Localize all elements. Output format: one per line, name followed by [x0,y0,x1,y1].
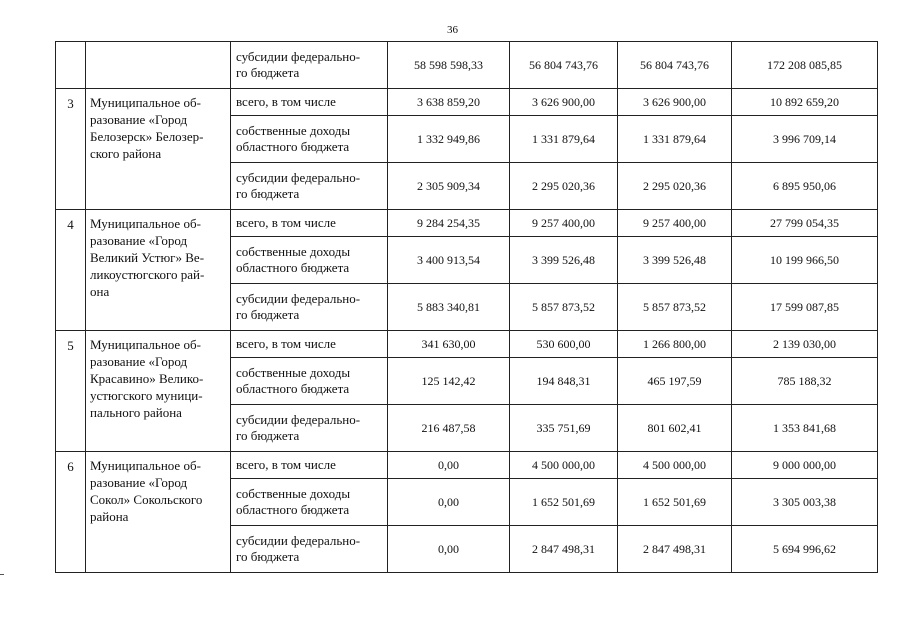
value-cell: 1 353 841,68 [732,405,878,452]
municipality-name-line: района [90,509,129,524]
funding-type-line: субсидии федерально- [236,412,361,427]
municipality-name [86,452,231,573]
funding-type [231,237,388,284]
value-cell: 125 142,42 [388,358,510,405]
municipality-name [86,331,231,452]
table-row [56,452,878,479]
value-cell: 2 139 030,00 [732,331,878,358]
funding-type [231,116,388,163]
value-cell: 9 000 000,00 [732,452,878,479]
value-cell: 2 295 020,36 [510,163,618,210]
value-cell: 4 500 000,00 [618,452,732,479]
value-cell: 1 652 501,69 [510,479,618,526]
value-cell: 56 804 743,76 [510,42,618,89]
funding-type-line: областного бюджета [236,381,350,396]
funding-type-line: собственные доходы [236,486,351,501]
municipality-name-line: разование «Город [90,233,188,248]
table-row [56,331,878,358]
funding-type-line: областного бюджета [236,260,350,275]
municipality-name-line: Великий Устюг» Ве- [90,250,205,265]
funding-type [231,163,388,210]
municipality-name-line: Белозерск» Белозер- [90,129,204,144]
value-cell: 3 399 526,48 [618,237,732,284]
funding-type [231,210,388,237]
funding-type-line: го бюджета [236,307,300,322]
municipality-name-line: ликоустюгского рай- [90,267,205,282]
type-line: субсидии федерально- [236,49,361,64]
value-cell: 1 266 800,00 [618,331,732,358]
municipality-name-line: Муниципальное об- [90,216,201,231]
value-cell: 5 857 873,52 [618,284,732,331]
value-cell: 2 305 909,34 [388,163,510,210]
value-cell: 56 804 743,76 [618,42,732,89]
value-cell: 10 199 966,50 [732,237,878,284]
value-cell: 3 400 913,54 [388,237,510,284]
num-cell [56,42,86,89]
funding-type [231,526,388,573]
funding-type-line: го бюджета [236,428,300,443]
value-cell: 10 892 659,20 [732,89,878,116]
value-cell: 3 626 900,00 [510,89,618,116]
value-cell: 801 602,41 [618,405,732,452]
value-cell: 465 197,59 [618,358,732,405]
table-body [56,42,878,573]
funding-type-line: го бюджета [236,549,300,564]
funding-type-line: всего, в том числе [236,336,336,351]
funding-type [231,479,388,526]
value-cell: 530 600,00 [510,331,618,358]
value-cell: 1 331 879,64 [510,116,618,163]
value-cell: 1 652 501,69 [618,479,732,526]
type-line: го бюджета [236,65,300,80]
row-number: 6 [56,452,86,573]
value-cell: 216 487,58 [388,405,510,452]
value-cell: 6 895 950,06 [732,163,878,210]
municipality-name-line: Муниципальное об- [90,337,201,352]
value-cell: 785 188,32 [732,358,878,405]
row-number: 4 [56,210,86,331]
funding-type [231,284,388,331]
municipality-name-line: разование «Город [90,475,188,490]
value-cell: 0,00 [388,452,510,479]
municipality-name-line: она [90,284,110,299]
value-cell: 0,00 [388,479,510,526]
value-cell: 9 257 400,00 [618,210,732,237]
funding-type [231,89,388,116]
value-cell: 3 626 900,00 [618,89,732,116]
funding-type-line: всего, в том числе [236,457,336,472]
municipality-name-line: Муниципальное об- [90,95,201,110]
funding-type-line: собственные доходы [236,244,351,259]
municipality-name-line: пального района [90,405,182,420]
margin-mark [0,574,4,575]
name-cell [86,42,231,89]
funding-type [231,331,388,358]
table-row [56,210,878,237]
value-cell: 3 638 859,20 [388,89,510,116]
funding-type [231,405,388,452]
value-cell: 5 857 873,52 [510,284,618,331]
funding-type-line: всего, в том числе [236,215,336,230]
value-cell: 9 257 400,00 [510,210,618,237]
funding-type-line: всего, в том числе [236,94,336,109]
value-cell: 0,00 [388,526,510,573]
funding-type [231,358,388,405]
value-cell: 5 694 996,62 [732,526,878,573]
funding-type-line: собственные доходы [236,123,351,138]
funding-type-line: собственные доходы [236,365,351,380]
funding-type-line: областного бюджета [236,502,350,517]
funding-type-line: субсидии федерально- [236,291,361,306]
table-row [56,42,878,89]
value-cell: 3 399 526,48 [510,237,618,284]
value-cell: 2 847 498,31 [618,526,732,573]
value-cell: 172 208 085,85 [732,42,878,89]
value-cell: 194 848,31 [510,358,618,405]
municipality-name-line: Красавино» Велико- [90,371,204,386]
value-cell: 17 599 087,85 [732,284,878,331]
type-cell [231,42,388,89]
funding-type-line: субсидии федерально- [236,533,361,548]
row-number: 3 [56,89,86,210]
value-cell: 335 751,69 [510,405,618,452]
municipality-name-line: ского района [90,146,162,161]
value-cell: 2 295 020,36 [618,163,732,210]
funding-type-line: го бюджета [236,186,300,201]
value-cell: 3 305 003,38 [732,479,878,526]
budget-table [55,41,878,573]
value-cell: 5 883 340,81 [388,284,510,331]
table-row [56,89,878,116]
funding-type [231,452,388,479]
value-cell: 9 284 254,35 [388,210,510,237]
funding-type-line: областного бюджета [236,139,350,154]
value-cell: 4 500 000,00 [510,452,618,479]
value-cell: 1 332 949,86 [388,116,510,163]
municipality-name [86,89,231,210]
municipality-name-line: Муниципальное об- [90,458,201,473]
page-number: 36 [447,24,458,36]
value-cell: 27 799 054,35 [732,210,878,237]
row-number: 5 [56,331,86,452]
municipality-name-line: Сокол» Сокольского [90,492,203,507]
municipality-name-line: устюгского муници- [90,388,203,403]
municipality-name-line: разование «Город [90,112,188,127]
value-cell: 3 996 709,14 [732,116,878,163]
value-cell: 58 598 598,33 [388,42,510,89]
municipality-name [86,210,231,331]
funding-type-line: субсидии федерально- [236,170,361,185]
value-cell: 1 331 879,64 [618,116,732,163]
value-cell: 341 630,00 [388,331,510,358]
municipality-name-line: разование «Город [90,354,188,369]
value-cell: 2 847 498,31 [510,526,618,573]
